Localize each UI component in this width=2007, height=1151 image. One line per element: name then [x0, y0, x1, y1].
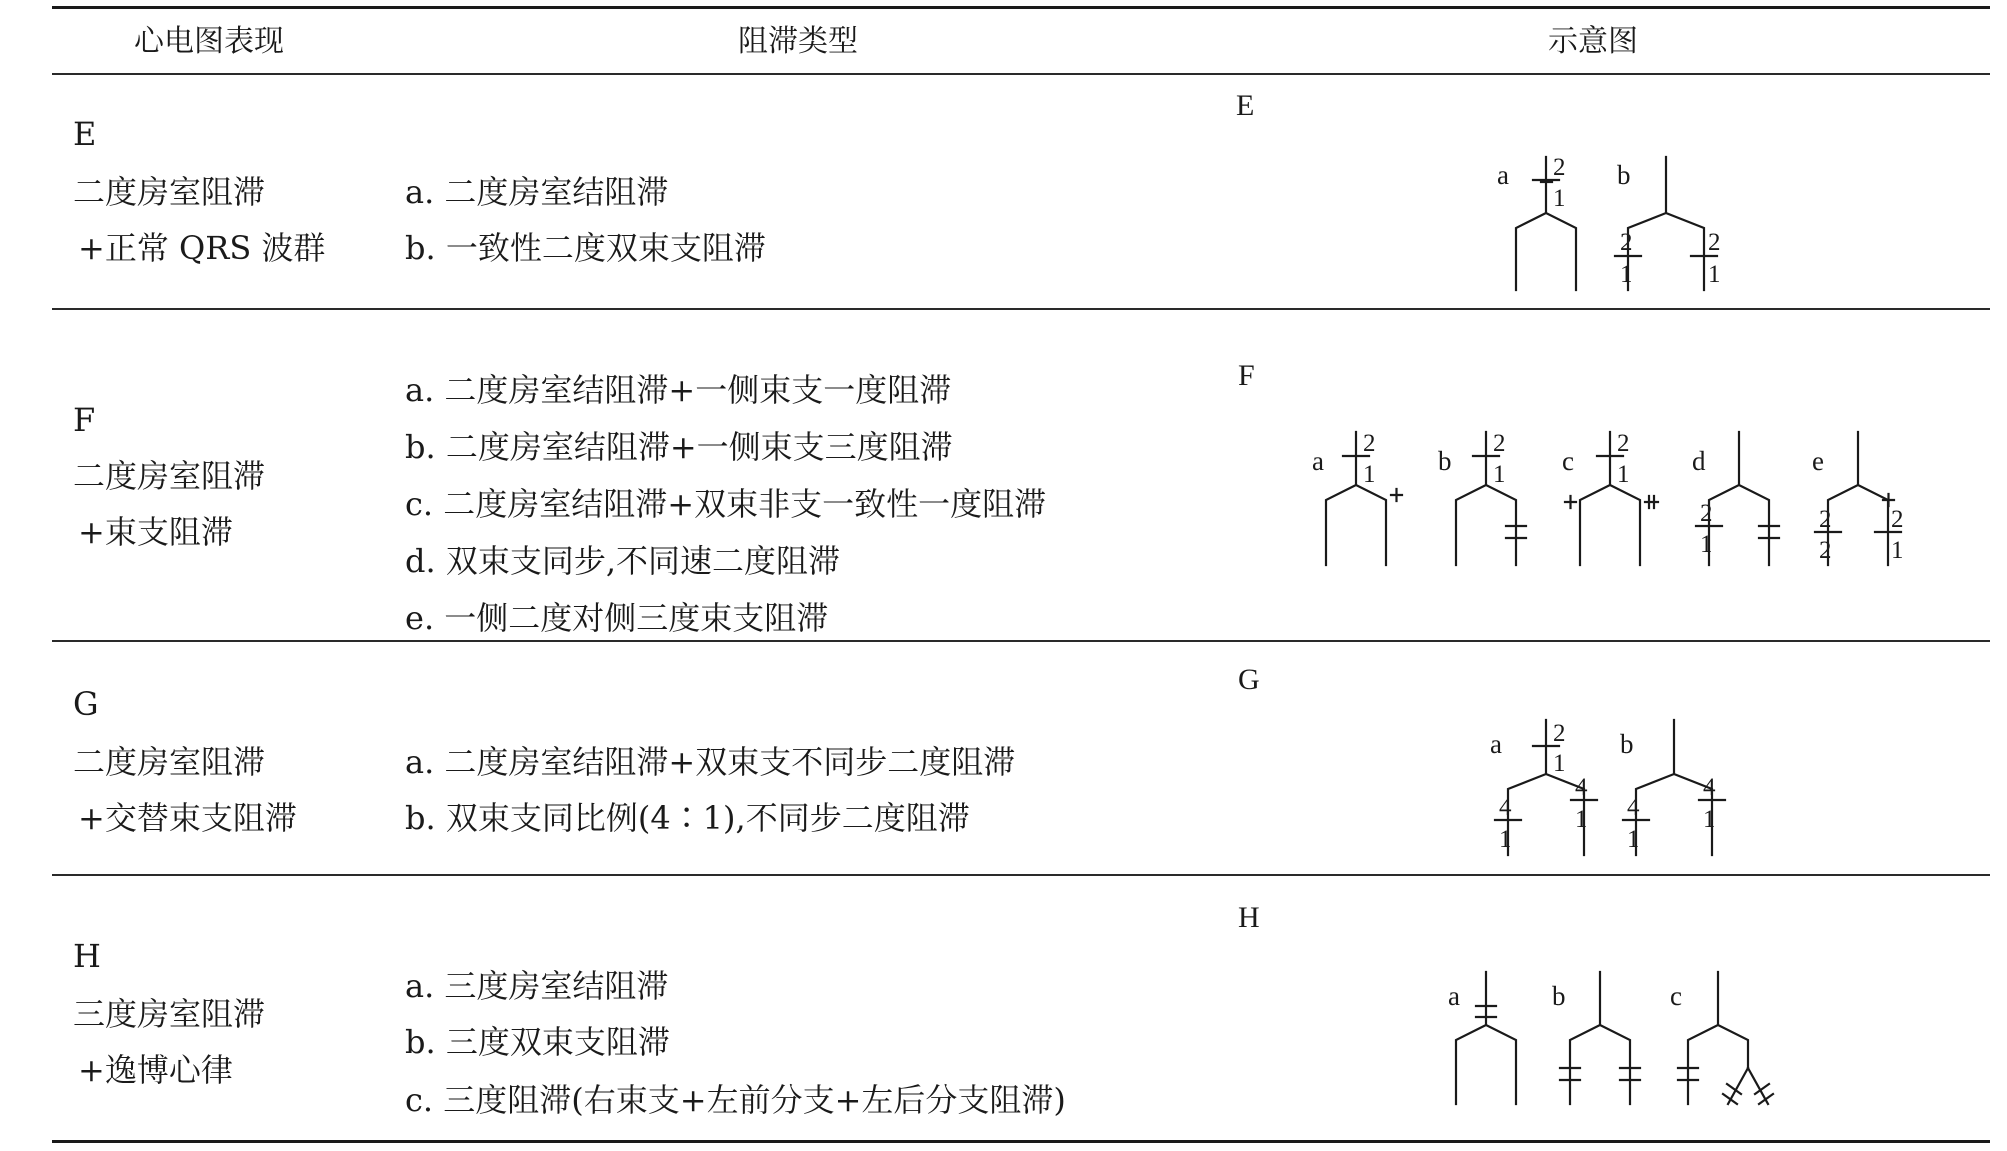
row-g-letter: G — [73, 685, 99, 723]
f-e-left-num: 2 — [1819, 506, 1832, 533]
diagram-f-letter-b: b — [1438, 446, 1452, 476]
g-b-right-num: 4 — [1703, 774, 1716, 801]
f-a-num: 2 — [1363, 430, 1376, 457]
row-g-diagram-label: G — [1238, 663, 1260, 696]
e-b-right-den: 1 — [1708, 261, 1721, 288]
row-e-type-a: a. 二度房室结阻滞 — [405, 173, 669, 211]
row-e-ecg-line2: +正常 QRS 波群 — [78, 229, 326, 267]
diagram-g-letter-a: a — [1490, 729, 1502, 759]
f-b-den: 1 — [1493, 461, 1506, 488]
row-h-ecg-line1: 三度房室阻滞 — [73, 995, 266, 1033]
row-f-type-c: c. 二度房室结阻滞+双束非支一致性一度阻滞 — [405, 485, 1047, 523]
diagram-h-letter-b: b — [1552, 981, 1566, 1011]
g-b-right-den: 1 — [1703, 806, 1716, 833]
row-h-ecg-line2: +逸博心律 — [78, 1051, 233, 1089]
diagram-f-letter-a: a — [1312, 446, 1324, 476]
diagram-h-c — [1678, 972, 1773, 1104]
row-f-diagram-label: F — [1238, 359, 1255, 392]
g-b-left-den: 1 — [1627, 826, 1640, 853]
f-d-den: 1 — [1700, 531, 1713, 558]
row-g-ecg-line2: +交替束支阻滞 — [78, 799, 297, 837]
row-h-type-c: c. 三度阻滞(右束支+左前分支+左后分支阻滞) — [405, 1081, 1066, 1119]
header-diagram: 示意图 — [1548, 24, 1638, 59]
row-f-letter: F — [73, 401, 96, 439]
f-e-right-den: 1 — [1891, 537, 1904, 564]
diagram-e-letter-a: a — [1497, 160, 1509, 190]
diagram-h-a — [1456, 972, 1516, 1104]
diagram-e-a — [1516, 157, 1576, 290]
diagram-f-c — [1565, 432, 1658, 565]
row-g-type-a: a. 二度房室结阻滞+双束支不同步二度阻滞 — [405, 743, 1016, 781]
row-h-type-a: a. 三度房室结阻滞 — [405, 967, 669, 1005]
header-block-type: 阻滞类型 — [738, 24, 858, 59]
e-b-left-num: 2 — [1620, 229, 1633, 256]
g-b-left-num: 4 — [1627, 794, 1640, 821]
diagram-f-b — [1456, 432, 1526, 565]
f-a-den: 1 — [1363, 461, 1376, 488]
row-e-diagram-label: E — [1236, 89, 1255, 122]
f-e-left-den: 2 — [1819, 537, 1832, 564]
row-f-type-d: d. 双束支同步,不同速二度阻滞 — [405, 542, 841, 580]
row-f-type-e: e. 一侧二度对侧三度束支阻滞 — [405, 599, 829, 637]
g-a-left-den: 1 — [1499, 826, 1512, 853]
diagram-h-b — [1560, 972, 1640, 1104]
header-ecg: 心电图表现 — [134, 24, 284, 59]
f-c-den: 1 — [1617, 461, 1630, 488]
g-a-right-num: 4 — [1575, 774, 1588, 801]
diagram-e-letter-b: b — [1617, 160, 1631, 190]
diagram-f-letter-c: c — [1562, 446, 1574, 476]
diagram-h-letter-a: a — [1448, 981, 1460, 1011]
diagram-f-letter-e: e — [1812, 446, 1824, 476]
diagram-f-letter-d: d — [1692, 446, 1706, 476]
e-b-right-num: 2 — [1708, 229, 1721, 256]
e-a-den: 1 — [1553, 185, 1566, 212]
f-d-num: 2 — [1700, 500, 1713, 527]
row-g-type-b: b. 双束支同比例(4∶1),不同步二度阻滞 — [405, 799, 970, 837]
row-f-type-b: b. 二度房室结阻滞+一侧束支三度阻滞 — [405, 428, 953, 466]
f-c-num: 2 — [1617, 430, 1630, 457]
diagram-h-letter-c: c — [1670, 981, 1682, 1011]
row-f-ecg-line1: 二度房室阻滞 — [73, 457, 266, 495]
row-e-ecg-line1: 二度房室阻滞 — [73, 173, 266, 211]
row-f-ecg-line2: +束支阻滞 — [78, 513, 233, 551]
row-h-type-b: b. 三度双束支阻滞 — [405, 1023, 670, 1061]
e-b-left-den: 1 — [1620, 261, 1633, 288]
row-h-letter: H — [73, 937, 101, 975]
g-a-top-den: 1 — [1553, 750, 1566, 777]
e-a-num: 2 — [1553, 154, 1566, 181]
diagram-g-letter-b: b — [1620, 729, 1634, 759]
g-a-right-den: 1 — [1575, 806, 1588, 833]
row-e-letter: E — [73, 115, 97, 153]
row-h-diagram-label: H — [1238, 901, 1260, 934]
row-e-type-b: b. 一致性二度双束支阻滞 — [405, 229, 766, 267]
row-g-ecg-line1: 二度房室阻滞 — [73, 743, 266, 781]
f-b-num: 2 — [1493, 430, 1506, 457]
g-a-top-num: 2 — [1553, 720, 1566, 747]
row-f-type-a: a. 二度房室结阻滞+一侧束支一度阻滞 — [405, 371, 952, 409]
g-a-left-num: 4 — [1499, 794, 1512, 821]
f-e-right-num: 2 — [1891, 506, 1904, 533]
